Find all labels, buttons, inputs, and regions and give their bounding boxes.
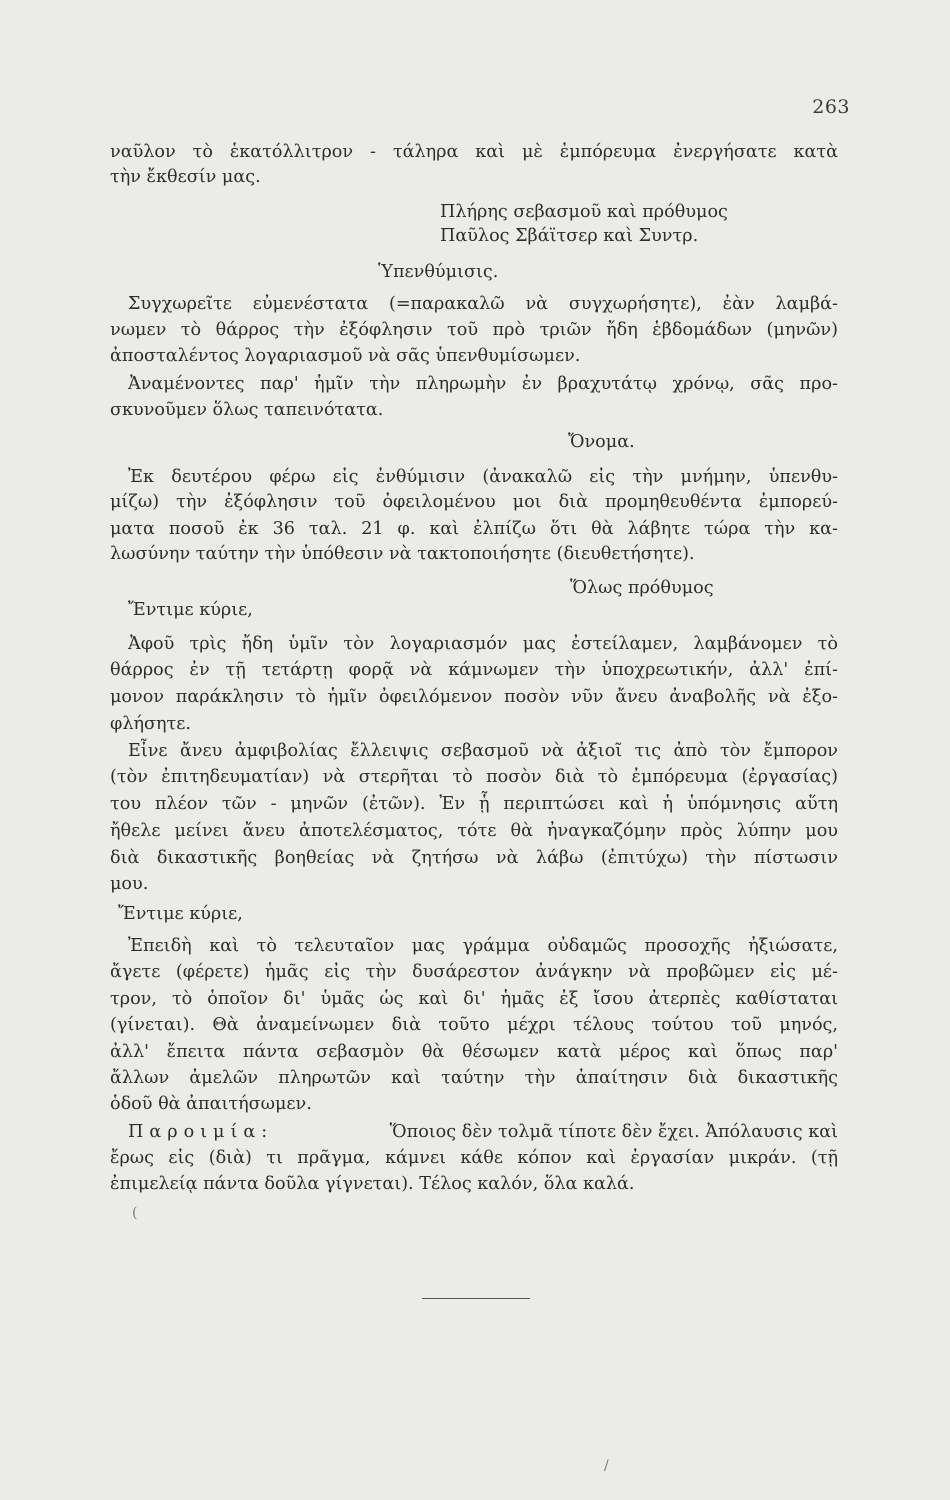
proverb-line bbox=[128, 1120, 838, 1144]
text-line: ἀλλ' ἔπειτα πάντα σεβασμὸν θὰ θέσωμεν κατὰ μέρος καὶ ὅπως παρ' bbox=[110, 1042, 838, 1062]
text-line: ἄγετε (φέρετε) ἡμᾶς εἰς τὴν δυσάρεστον ἀνάγκην νὰ προβῶμεν εἰς μέ- bbox=[110, 962, 838, 982]
proverb-label: Παροιμία: bbox=[128, 1122, 274, 1142]
text-line: Ἀφοῦ τρὶς ἤδη ὑμῖν τὸν λογαριασμόν μας ἐστείλαμεν, λαμβάνομεν τὸ bbox=[128, 634, 838, 654]
text-line: τρον, τὸ ὁποῖον δι' ὑμᾶς ὡς καὶ δι' ἡμᾶς ἐξ ἴσου ἀτερπὲς καθίσταται bbox=[110, 989, 838, 1009]
closing-line: Ὅλως πρόθυμος bbox=[570, 578, 714, 598]
proverb-text: Ὅποιος δὲν τολμᾶ τίποτε δὲν ἔχει. Ἀπόλαυσις καὶ bbox=[389, 1122, 838, 1142]
stray-mark: / bbox=[604, 1458, 609, 1474]
text-line: (γίνεται). Θὰ ἀναμείνωμεν διὰ τοῦτο μέχρι τέλους τούτου τοῦ μηνός, bbox=[110, 1015, 838, 1035]
text-line: ἀποσταλέντος λογαριασμοῦ νὰ σᾶς ὑπενθυμίσωμεν. bbox=[110, 346, 581, 366]
text-line: φλήσητε. bbox=[110, 714, 192, 734]
stray-mark: ( bbox=[132, 1205, 138, 1221]
text-line: νωμεν τὸ θάρρος τὴν ἐξόφλησιν τοῦ πρὸ τριῶν ἤδη ἑβδομάδων (μηνῶν) bbox=[110, 320, 838, 340]
text-line: Ἀναμένοντες παρ' ἡμῖν τὴν πληρωμὴν ἐν βραχυτάτῳ χρόνῳ, σᾶς προ- bbox=[128, 374, 838, 394]
text-line: Συγχωρεῖτε εὐμενέστατα (=παρακαλῶ νὰ συγχωρήσητε), ἐὰν λαμβά- bbox=[128, 294, 838, 314]
text-line: ὁδοῦ θὰ ἀπαιτήσωμεν. bbox=[110, 1094, 312, 1114]
page-number: 263 bbox=[812, 96, 850, 118]
signature-name: Ὄνομα. bbox=[568, 432, 635, 452]
closing-line: Πλήρης σεβασμοῦ καὶ πρόθυμος bbox=[440, 202, 728, 222]
section-heading: Ὑπενθύμισις. bbox=[378, 262, 499, 282]
text-line: του πλέον τῶν - μηνῶν (ἐτῶν). Ἐν ᾗ περιπτώσει καὶ ἡ ὑπόμνησις αὕτη bbox=[110, 794, 838, 814]
text-line: λωσύνην ταύτην τὴν ὑπόθεσιν νὰ τακτοποιήσητε (διευθετήσητε). bbox=[110, 544, 695, 564]
salutation: Ἔντιμε κύριε, bbox=[128, 600, 253, 620]
text-line: τὴν ἔκθεσίν μας. bbox=[110, 167, 261, 187]
text-line: ἐπιμελείᾳ πάντα δοῦλα γίγνεται). Τέλος καλόν, ὅλα καλά. bbox=[110, 1174, 635, 1194]
text-line: θάρρος ἐν τῇ τετάρτῃ φορᾷ νὰ κάμνωμεν τὴν ὑποχρεωτικήν, ἀλλ' ἐπί- bbox=[110, 660, 838, 680]
text-line: ματα ποσοῦ ἐκ 36 ταλ. 21 φ. καὶ ἐλπίζω ὅτι θὰ λάβητε τώρα τὴν κα- bbox=[110, 519, 838, 539]
text-line: Ἐπειδὴ καὶ τὸ τελευταῖον μας γράμμα οὐδαμῶς προσοχῆς ἠξιώσατε, bbox=[128, 936, 838, 956]
text-line: ἔρως εἰς (διὰ) τι πρᾶγμα, κάμνει κάθε κόπον καὶ ἐργασίαν μικράν. (τῇ bbox=[110, 1148, 838, 1168]
text-line: μονον παράκλησιν τὸ ἡμῖν ὀφειλόμενον ποσὸν νῦν ἄνευ ἀναβολῆς νὰ ἐξο- bbox=[110, 687, 838, 707]
text-line: ἄλλων ἀμελῶν πληρωτῶν καὶ ταύτην τὴν ἀπαίτησιν διὰ δικαστικῆς bbox=[110, 1068, 838, 1088]
text-line: διὰ δικαστικῆς βοηθείας νὰ ζητήσω νὰ λάβω (ἐπιτύχω) τὴν πίστωσιν bbox=[110, 848, 838, 868]
text-line: Ἐκ δευτέρου φέρω εἰς ἐνθύμισιν (ἀνακαλῶ εἰς τὴν μνήμην, ὑπενθυ- bbox=[128, 467, 838, 487]
text-line: μου. bbox=[110, 874, 149, 894]
text-line: ναῦλον τὸ ἑκατόλλιτρον - τάληρα καὶ μὲ ἐμπόρευμα ἐνεργήσατε κατὰ bbox=[110, 142, 838, 162]
signature-line: Παῦλος Σβάϊτσερ καὶ Συντρ. bbox=[440, 226, 699, 246]
text-line: Εἶνε ἄνευ ἀμφιβολίας ἔλλειψις σεβασμοῦ νὰ ἀξιοῖ τις ἀπὸ τὸν ἔμπορον bbox=[128, 741, 838, 761]
salutation: Ἔντιμε κύριε, bbox=[118, 904, 243, 924]
text-line: ἤθελε μείνει ἄνευ ἀποτελέσματος, τότε θὰ ἠναγκαζόμην πρὸς λύπην μου bbox=[110, 821, 838, 841]
text-line: σκυνοῦμεν ὅλως ταπεινότατα. bbox=[110, 400, 384, 420]
text-line: (τὸν ἐπιτηδευματίαν) νὰ στερῆται τὸ ποσὸν διὰ τὸ ἐμπόρευμα (ἐργασίας) bbox=[110, 767, 838, 787]
section-divider bbox=[422, 1298, 530, 1299]
text-line: μίζω) τὴν ἐξόφλησιν τοῦ ὀφειλομένου μοι διὰ προμηθευθέντα ἐμπορεύ- bbox=[110, 492, 838, 512]
